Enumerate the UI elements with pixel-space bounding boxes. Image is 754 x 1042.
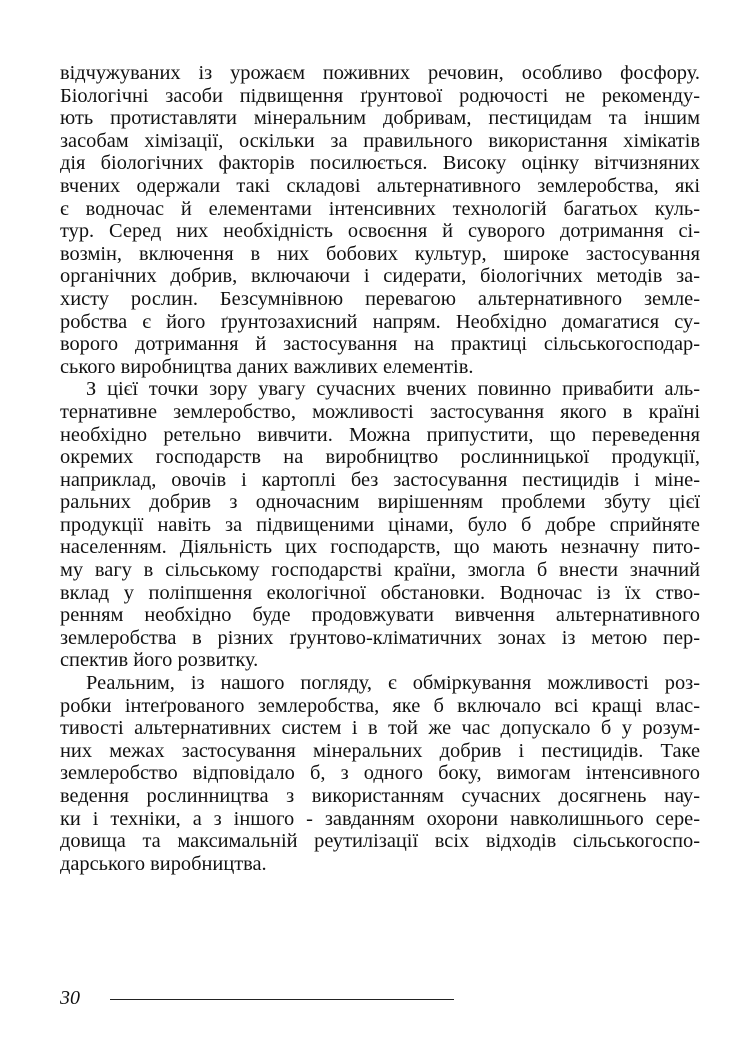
page-footer — [60, 986, 460, 1014]
text-line: вчених одержали такі складові альтернативного землеробства, які — [60, 174, 700, 197]
body-text — [60, 62, 700, 875]
text-line: му вагу в сільському господарстві країни, змогла б внести значний — [60, 559, 700, 582]
text-line: возмін, включення в них бобових культур, широке застосування — [60, 242, 700, 265]
text-line: засобам хімізації, оскільки за правильного використання хімікатів — [60, 129, 700, 152]
page-number: 30 — [60, 987, 80, 1009]
text-line: Реальним, із нашого погляду, є обміркування можливості роз- — [86, 672, 700, 695]
text-line: ренням необхідно буде продовжувати вивчення альтернативного — [60, 604, 700, 627]
text-line: землеробства в різних ґрунтово-кліматичних зонах із метою пер- — [60, 626, 700, 649]
text-line: наприклад, овочів і картоплі без застосування пестицидів і міне- — [60, 468, 700, 491]
text-line: населенням. Діяльність цих господарств, що мають незначну пито- — [60, 536, 700, 559]
text-line: робки інтеґрованого землеробства, яке б включало всі кращі влас- — [60, 694, 700, 717]
text-line: них межах застосування мінеральних добрив і пестицидів. Таке — [60, 739, 700, 762]
text-line: необхідно ретельно вивчити. Можна припустити, що переведення — [60, 423, 700, 446]
text-line: тернативне землеробство, можливості застосування якого в країні — [60, 400, 700, 423]
text-line: відчужуваних із урожаєм поживних речовин, особливо фосфору. — [60, 62, 700, 84]
text-line: ворого дотримання й застосування на практиці сільськогосподар- — [60, 333, 700, 356]
text-line: ки і техніки, а з іншого - завданням охорони навколишнього сере- — [60, 807, 700, 830]
text-line: тивості альтернативних систем і в той же час допускало б у розум- — [60, 717, 700, 740]
text-line: тур. Серед них необхідність освоєння й суворого дотримання сі- — [60, 220, 700, 243]
text-line: З цієї точки зору увагу сучасних вчених повинно привабити аль- — [86, 378, 700, 401]
text-line: ральних добрив з одночасним вирішенням проблеми збуту цієї — [60, 491, 700, 514]
text-line: окремих господарств на виробництво рослинницької продукції, — [60, 446, 700, 469]
text-line: землеробство відповідало б, з одного боку, вимогам інтенсивного — [60, 762, 700, 785]
text-line: ють протиставляти мінеральним добривам, пестицидам та іншим — [60, 107, 700, 130]
text-line: довища та максимальній реутилізації всіх відходів сільськогоспо- — [60, 830, 700, 853]
paragraph — [60, 378, 700, 672]
text-line: дія біологічних факторів посилюється. Високу оцінку вітчизняних — [60, 152, 700, 175]
text-line: ського виробництва даних важливих елементів. — [60, 355, 474, 378]
footer-rule — [110, 999, 454, 1000]
text-line: вклад у поліпшення екологічної обстановки. Водночас із їх ство- — [60, 581, 700, 604]
text-line: продукції навіть за підвищеними цінами, було б добре сприйняте — [60, 513, 700, 536]
text-line: дарського виробництва. — [60, 852, 267, 875]
text-line: спектив його розвитку. — [60, 649, 259, 672]
paragraph — [60, 62, 700, 378]
text-line: ведення рослинництва з використанням сучасних досягнень нау- — [60, 785, 700, 807]
text-line: хисту рослин. Безсумнівною перевагою альтернативного земле- — [60, 287, 700, 310]
text-line: є водночас й елементами інтенсивних технологій багатьох куль- — [60, 197, 700, 220]
text-line: Біологічні засоби підвищення ґрунтової родючості не рекоменду- — [60, 84, 700, 107]
text-line: робства є його ґрунтозахисний напрям. Необхідно домагатися су- — [60, 310, 700, 333]
text-line: органічних добрив, включаючи і сидерати, біологічних методів за- — [60, 265, 700, 288]
paragraph — [60, 672, 700, 875]
